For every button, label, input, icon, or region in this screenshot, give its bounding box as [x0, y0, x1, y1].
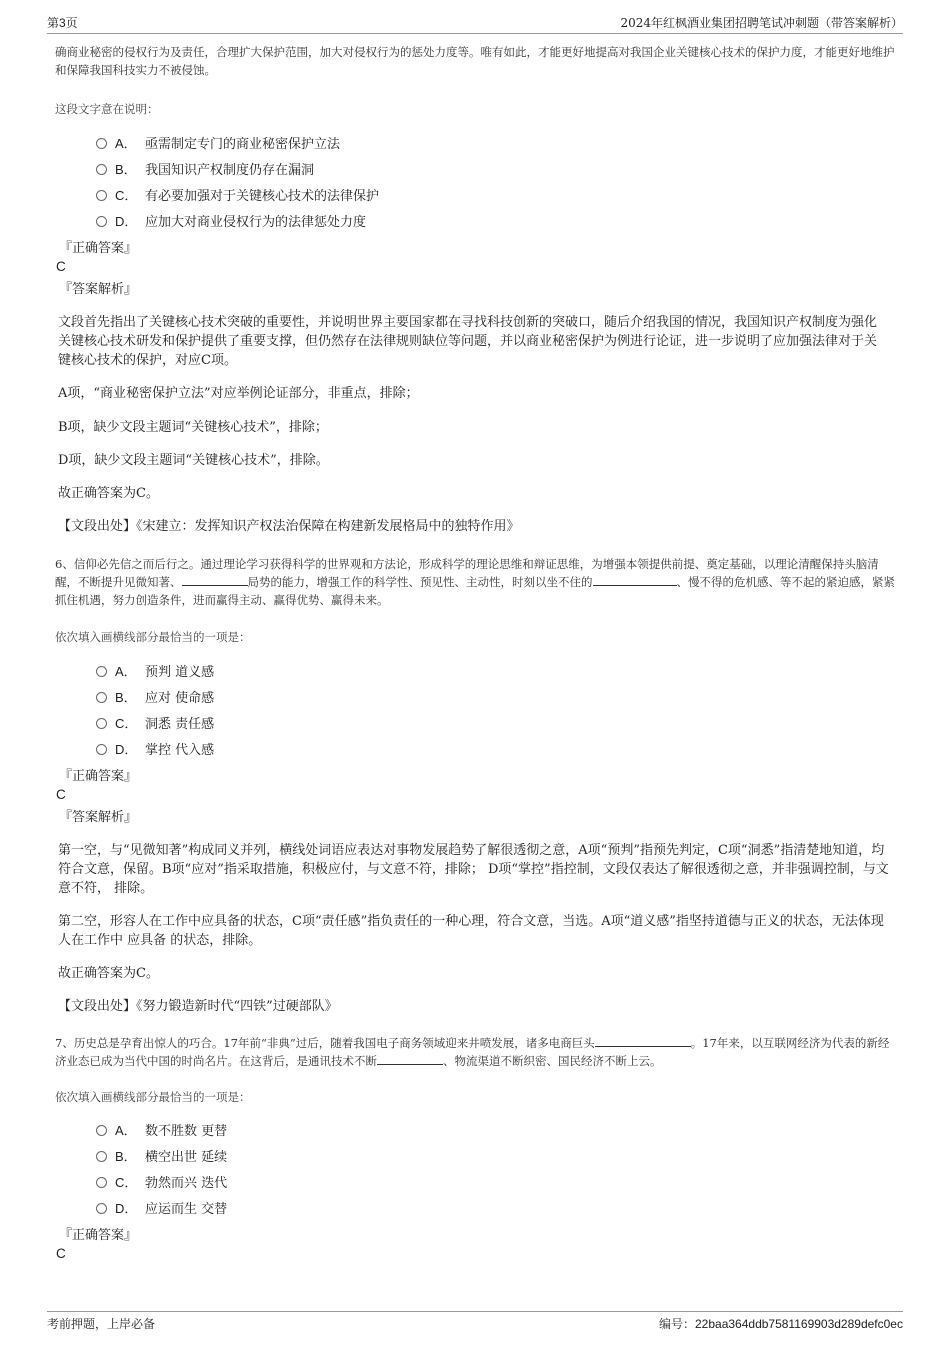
q6-option-a[interactable]: A． 预判 道义感	[96, 662, 214, 682]
q5-conclusion: 故正确答案为C。	[58, 486, 159, 501]
analysis-label: 『答案解析』	[59, 282, 138, 297]
page-number: 第3页	[47, 16, 78, 30]
q7-answer: C	[56, 1246, 66, 1261]
q6-analysis-second: 第二空，形容人在工作中应具备的状态，C项“责任感”指负责任的一种心理，符合文意，当选。A项“道义感”指坚持道德与正义的状态，无法体现人在工作中 应具备 的状态，排除。	[58, 914, 884, 948]
q5-analysis-main: 文段首先指出了关键核心技术突破的重要性，并说明世界主要国家都在寻找科技创新的突破口，随后介绍我国的情况，我国知识产权制度为强化关键核心技术研发和保护提供了重要支撑，但仍然存在法律规则缺位等问题，并以商业秘密保护为例进行论证，进一步说明了应加强法律对于关键核心技术的保护，对应C项。	[58, 315, 878, 368]
q5-option-a[interactable]: A． 亟需制定专门的商业秘密保护立法	[96, 134, 340, 154]
radio-icon[interactable]	[96, 718, 107, 729]
q7-option-a[interactable]: A． 数不胜数 更替	[96, 1121, 227, 1141]
q6-option-c[interactable]: C． 洞悉 责任感	[96, 714, 214, 734]
page-header	[47, 0, 903, 34]
q7-option-b[interactable]: B． 横空出世 延续	[96, 1147, 227, 1167]
q5-analysis-b: B项，缺少文段主题词“关键核心技术”，排除；	[58, 420, 328, 435]
q7-option-d[interactable]: D． 应运而生 交替	[96, 1199, 227, 1219]
correct-answer-label: 『正确答案』	[59, 241, 138, 256]
q6-stem: 6、信仰必先信之而后行之。通过理论学习获得科学的世界观和方法论，形成科学的理论思维和辩证思维，为增强本领提供前提、奠定基础，以理论清醒保持头脑清醒，不断提升见微知著、 局势的能力，增强工作的科学性、预见性、主动性，时刻以坐不住的 、慢不得的危机感、等不起的紧迫感，紧紧抓住机遇，努力创造条件，进而赢得主动、赢得优势、赢得未来。	[55, 557, 895, 607]
q5-answer: C	[56, 259, 66, 274]
radio-icon[interactable]	[96, 666, 107, 677]
radio-icon[interactable]	[96, 138, 107, 149]
q5-prompt: 这段文字意在说明：	[55, 102, 159, 116]
radio-icon[interactable]	[96, 1203, 107, 1214]
q6-answer: C	[56, 787, 66, 802]
q5-source: 【文段出处】《宋建立：发挥知识产权法治保障在构建新发展格局中的独特作用》	[58, 519, 520, 534]
page-footer	[47, 1311, 903, 1336]
footer-serial: 编号：22baa364ddb7581169903d289defc0ec	[659, 1317, 903, 1331]
radio-icon[interactable]	[96, 164, 107, 175]
radio-icon[interactable]	[96, 744, 107, 755]
blank-line	[593, 573, 677, 586]
radio-icon[interactable]	[96, 1177, 107, 1188]
footer-slogan: 考前押题，上岸必备	[47, 1317, 156, 1331]
radio-icon[interactable]	[96, 1151, 107, 1162]
radio-icon[interactable]	[96, 190, 107, 201]
q5-stem: 确商业秘密的侵权行为及责任，合理扩大保护范围，加大对侵权行为的惩处力度等。唯有如此，才能更好地提高对我国企业关键核心技术的保护力度，才能更好地维护和保障我国科技实力不被侵蚀。	[55, 45, 895, 77]
q7-stem: 7、历史总是孕育出惊人的巧合。17年前“非典”过后，随着我国电子商务领域迎来井喷发展，诸多电商巨头 。17年来，以互联网经济为代表的新经济业态已成为当代中国的时尚名片。在这背后，是通讯技术不断 、物流渠道不断织密、国民经济不断上云。	[55, 1036, 890, 1068]
radio-icon[interactable]	[96, 216, 107, 227]
q6-option-d[interactable]: D． 掌控 代入感	[96, 740, 214, 760]
q5-option-d[interactable]: D． 应加大对商业侵权行为的法律惩处力度	[96, 212, 366, 232]
q5-option-b[interactable]: B． 我国知识产权制度仍存在漏洞	[96, 160, 314, 180]
blank-line	[595, 1034, 691, 1047]
blank-line	[182, 573, 248, 586]
q6-analysis-first: 第一空，与“见微知著”构成同义并列，横线处词语应表达对事物发展趋势了解很透彻之意，A项“预判”指预先判定，C项“洞悉”指清楚地知道，均符合文意，保留。B项“应对”指采取措施，积极应付，与文意不符，排除； D项“掌控”指控制，文段仅表达了解很透彻之意，并非强调控制，与文意不符， 排除。	[58, 843, 889, 896]
q7-prompt: 依次填入画横线部分最恰当的一项是：	[55, 1090, 251, 1104]
q6-prompt: 依次填入画横线部分最恰当的一项是：	[55, 630, 251, 644]
radio-icon[interactable]	[96, 1125, 107, 1136]
q7-option-c[interactable]: C． 勃然而兴 迭代	[96, 1173, 227, 1193]
q5-analysis-a: A项，“商业秘密保护立法”对应举例论证部分，非重点，排除；	[58, 386, 419, 401]
document-title: 2024年红枫酒业集团招聘笔试冲刺题（带答案解析）	[620, 16, 903, 30]
blank-line	[377, 1052, 443, 1065]
q5-analysis-d: D项，缺少文段主题词“关键核心技术”，排除。	[58, 453, 329, 468]
q6-source: 【文段出处】《努力锻造新时代“四铁”过硬部队》	[58, 999, 338, 1014]
q6-conclusion: 故正确答案为C。	[58, 966, 159, 981]
q5-option-c[interactable]: C． 有必要加强对于关键核心技术的法律保护	[96, 186, 379, 206]
correct-answer-label: 『正确答案』	[59, 1228, 138, 1243]
analysis-label: 『答案解析』	[59, 810, 138, 825]
radio-icon[interactable]	[96, 692, 107, 703]
q6-option-b[interactable]: B． 应对 使命感	[96, 688, 214, 708]
correct-answer-label: 『正确答案』	[59, 769, 138, 784]
